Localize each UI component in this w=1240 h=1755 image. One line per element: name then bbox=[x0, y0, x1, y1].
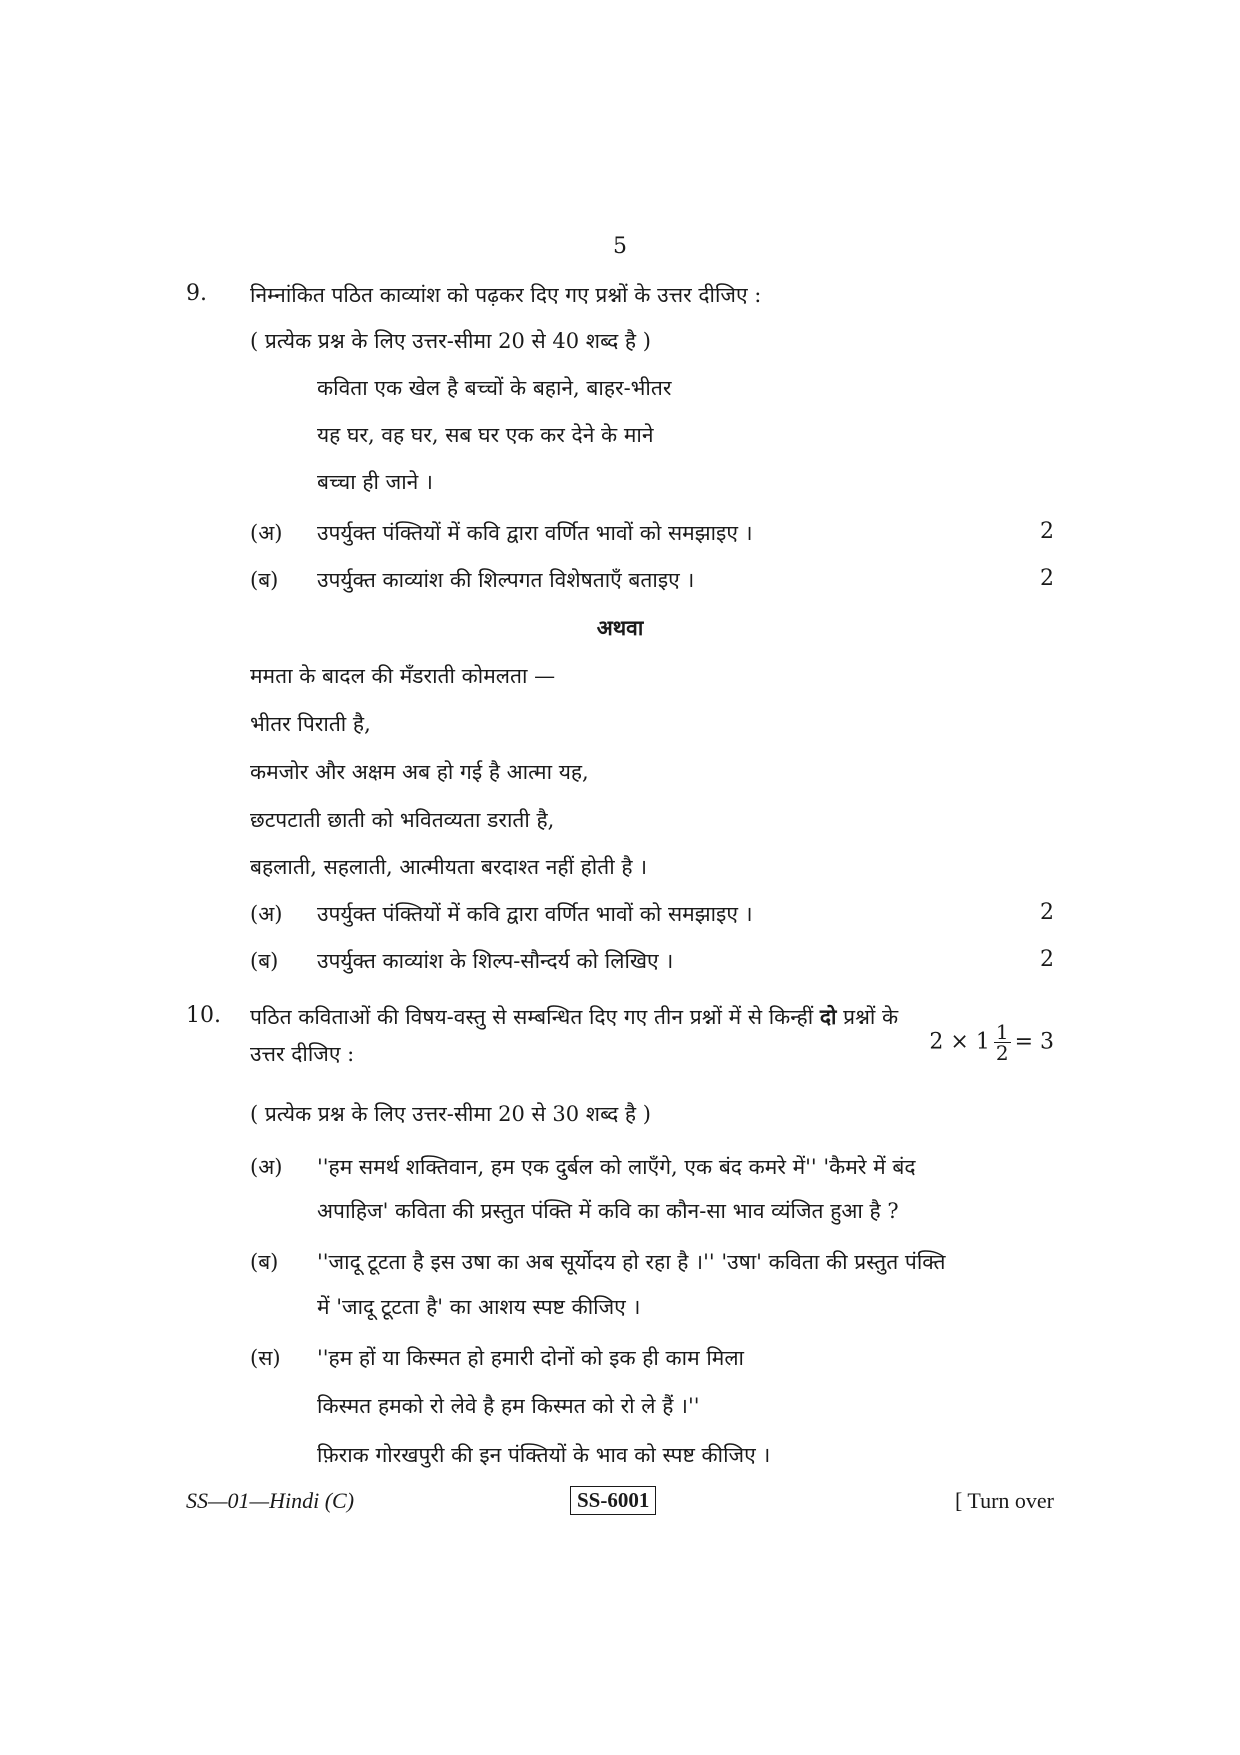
q9-alt-part-label: (ब) bbox=[250, 949, 279, 973]
q9-alt-part-marks: 2 bbox=[1040, 947, 1054, 972]
fraction-numerator: 1 bbox=[995, 1020, 1009, 1044]
q9-alt-poem-line: कमजोर और अक्षम अब हो गई है आत्मा यह, bbox=[250, 760, 589, 784]
q10-marks-suffix: = 3 bbox=[1014, 1029, 1054, 1055]
q9-part-marks: 2 bbox=[1040, 566, 1054, 591]
q10-part-line: ''हम समर्थ शक्तिवान, हम एक दुर्बल को लाएँगे, एक बंद कमरे में'' 'कैमरे में बंद bbox=[317, 1155, 916, 1179]
q10-instruction-before: पठित कविताओं की विषय-वस्तु से सम्बन्धित दिए गए तीन प्रश्नों में से किन्हीं bbox=[250, 1005, 814, 1029]
q9-instruction: निम्नांकित पठित काव्यांश को पढ़कर दिए गए प्रश्नों के उत्तर दीजिए : bbox=[250, 283, 762, 307]
q9-part-label: (ब) bbox=[250, 568, 279, 592]
q9-number: 9. bbox=[186, 281, 207, 306]
or-heading: अथवा bbox=[596, 615, 644, 640]
q10-word-limit: ( प्रत्येक प्रश्न के लिए उत्तर-सीमा 20 से 30 शब्द है ) bbox=[250, 1102, 651, 1126]
q10-part-line: में 'जादू टूटता है' का आशय स्पष्ट कीजिए । bbox=[317, 1295, 641, 1319]
q10-part-line: ''जादू टूटता है इस उषा का अब सूर्योदय हो रहा है ।'' 'उषा' कविता की प्रस्तुत पंक्ति bbox=[317, 1250, 946, 1274]
q10-part-line: ''हम हों या किस्मत हो हमारी दोनों को इक ही काम मिला bbox=[317, 1346, 744, 1370]
q10-instruction-line1 bbox=[250, 1003, 898, 1031]
q10-part-label: (ब) bbox=[250, 1250, 279, 1274]
q9-alt-part-marks: 2 bbox=[1040, 900, 1054, 925]
q10-part-line: फ़िराक गोरखपुरी की इन पंक्तियों के भाव को स्पष्ट कीजिए । bbox=[317, 1443, 771, 1467]
q9-alt-poem-line: छटपटाती छाती को भवितव्यता डराती है, bbox=[250, 808, 555, 832]
fraction-denominator: 2 bbox=[995, 1041, 1009, 1065]
q9-poem-line: यह घर, वह घर, सब घर एक कर देने के माने bbox=[317, 423, 654, 447]
q10-number: 10. bbox=[186, 1003, 221, 1028]
q9-alt-part-text: उपर्युक्त काव्यांश के शिल्प-सौन्दर्य को लिखिए । bbox=[317, 949, 674, 973]
footer-paper-code: SS—01—Hindi (C) bbox=[186, 1488, 355, 1513]
footer-turn-over: [ Turn over bbox=[954, 1488, 1054, 1513]
q10-instruction-bold: दो bbox=[819, 1004, 837, 1029]
page-number: 5 bbox=[613, 234, 627, 259]
q9-alt-poem-line: ममता के बादल की मँडराती कोमलता — bbox=[250, 664, 556, 688]
q10-marks bbox=[929, 1022, 1054, 1063]
q10-marks-prefix: 2 × 1 bbox=[929, 1029, 990, 1055]
footer-series-code: SS-6001 bbox=[570, 1486, 656, 1515]
q9-poem-line: बच्चा ही जाने । bbox=[317, 470, 433, 494]
q9-part-text: उपर्युक्त पंक्तियों में कवि द्वारा वर्णित भावों को समझाइए । bbox=[317, 521, 753, 545]
q9-poem-line: कविता एक खेल है बच्चों के बहाने, बाहर-भीतर bbox=[317, 376, 672, 400]
q9-alt-part-label: (अ) bbox=[250, 902, 283, 926]
q9-part-text: उपर्युक्त काव्यांश की शिल्पगत विशेषताएँ बताइए । bbox=[317, 568, 695, 592]
q9-word-limit: ( प्रत्येक प्रश्न के लिए उत्तर-सीमा 20 से 40 शब्द है ) bbox=[250, 329, 651, 353]
q10-instruction-line2: उत्तर दीजिए : bbox=[250, 1042, 355, 1066]
q10-marks-fraction bbox=[994, 1022, 1011, 1063]
q9-part-marks: 2 bbox=[1040, 519, 1054, 544]
q10-part-label: (अ) bbox=[250, 1155, 283, 1179]
q9-alt-poem-line: भीतर पिराती है, bbox=[250, 712, 371, 736]
q10-part-line: किस्मत हमको रो लेवे है हम किस्मत को रो ले हैं ।'' bbox=[317, 1394, 700, 1418]
q9-alt-poem-line: बहलाती, सहलाती, आत्मीयता बरदाश्त नहीं होती है । bbox=[250, 855, 648, 879]
q10-part-line: अपाहिज' कविता की प्रस्तुत पंक्ति में कवि का कौन-सा भाव व्यंजित हुआ है ? bbox=[317, 1199, 899, 1223]
q10-instruction-after: प्रश्नों के bbox=[843, 1005, 899, 1029]
q9-alt-part-text: उपर्युक्त पंक्तियों में कवि द्वारा वर्णित भावों को समझाइए । bbox=[317, 902, 753, 926]
q9-part-label: (अ) bbox=[250, 521, 283, 545]
q10-part-label: (स) bbox=[250, 1346, 281, 1370]
